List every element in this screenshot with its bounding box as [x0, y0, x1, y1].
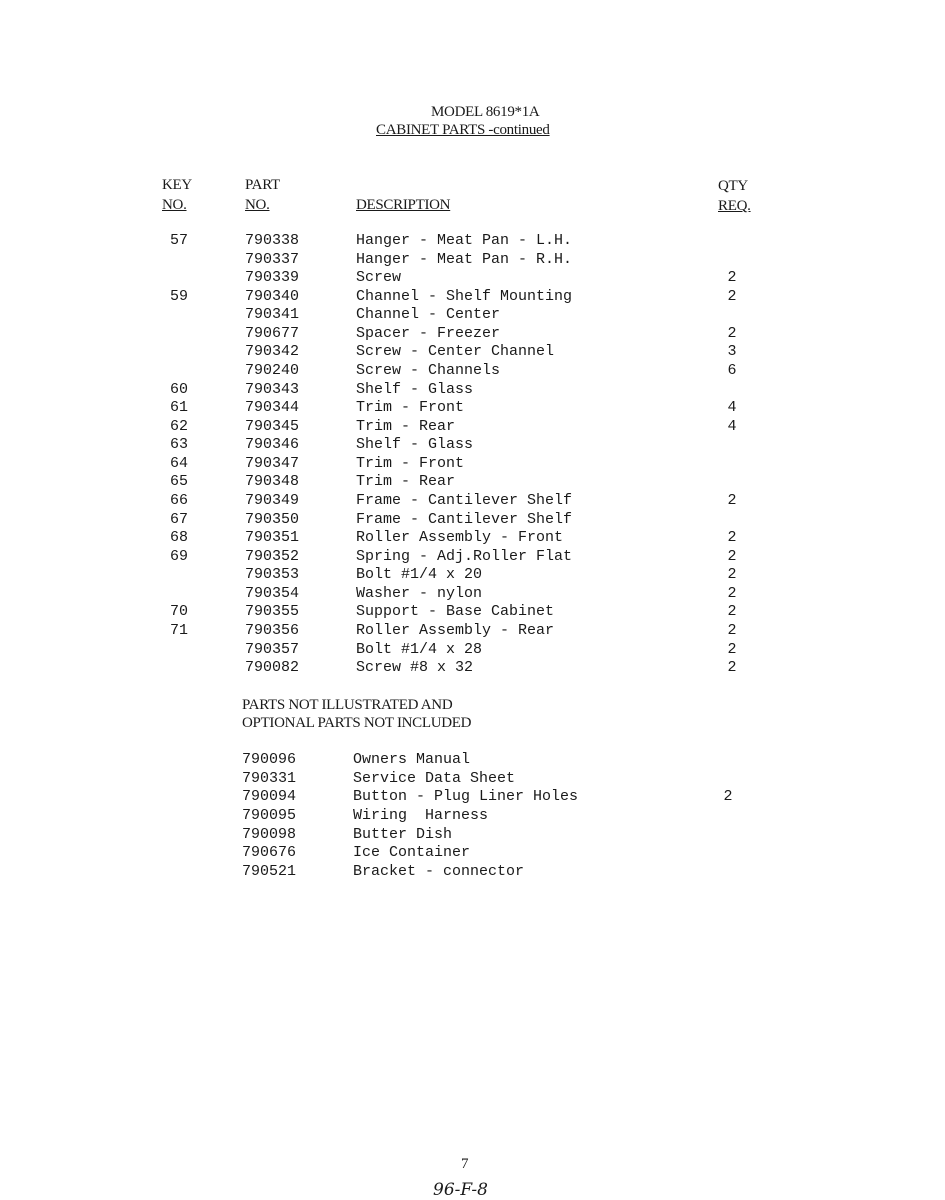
part-description: Trim - Rear: [356, 473, 456, 491]
part-number: 790353: [245, 566, 300, 584]
part-description: Trim - Front: [356, 454, 465, 472]
handwritten-note: 96-F-8: [433, 1180, 488, 1200]
quantity: 2: [727, 324, 737, 342]
key-number: 70: [170, 603, 189, 621]
key-number: 61: [170, 399, 189, 417]
quantity: 2: [727, 659, 737, 677]
part-description: Screw - Channels: [356, 361, 501, 379]
part-description: Owners Manual: [353, 751, 471, 768]
part-description: Wiring Harness: [353, 807, 489, 824]
key-number: 65: [170, 473, 189, 491]
part-number: 790355: [245, 603, 300, 621]
key-number: 62: [170, 417, 189, 435]
part-description: Screw - Center Channel: [356, 343, 555, 361]
quantity: 2: [727, 269, 737, 287]
part-number: 790337: [245, 250, 300, 268]
part-description: Spacer - Freezer: [356, 324, 501, 342]
part-number: 790094: [242, 788, 297, 806]
col-qty-label: QTY: [718, 178, 748, 194]
page-number: 7: [461, 1156, 469, 1172]
part-description: Roller Assembly - Rear: [356, 621, 555, 639]
part-number: 790349: [245, 491, 300, 509]
part-number: 790098: [242, 825, 297, 843]
part-description: Bolt #1/4 x 28: [356, 640, 483, 658]
part-number: 790348: [245, 473, 300, 491]
part-description: Shelf - Glass: [356, 380, 474, 398]
quantity: 2: [727, 491, 737, 509]
part-number: 790352: [245, 547, 300, 565]
part-number: 790331: [242, 769, 297, 787]
part-description: Trim - Front: [356, 399, 465, 417]
part-number: 790346: [245, 436, 300, 454]
quantity: 2: [727, 529, 737, 547]
part-description: Support - Base Cabinet: [356, 603, 555, 621]
quantity: 4: [727, 417, 737, 435]
part-description: Frame - Cantilever Shelf: [356, 510, 573, 528]
quantity: 3: [727, 343, 737, 361]
part-description: Hanger - Meat Pan - R.H.: [356, 250, 573, 268]
part-number: 790240: [245, 361, 300, 379]
quantity: 6: [727, 361, 737, 379]
model-title: MODEL 8619*1A: [431, 104, 540, 120]
part-description: Frame - Cantilever Shelf: [356, 491, 573, 509]
col-key-label: KEY: [162, 177, 192, 193]
part-number: 790341: [245, 306, 300, 324]
part-number: 790344: [245, 399, 300, 417]
quantity: 2: [727, 603, 737, 621]
part-number: 790676: [242, 844, 297, 862]
part-description: Butter Dish: [353, 825, 453, 843]
part-number: 790343: [245, 380, 300, 398]
part-description: Channel - Center: [356, 306, 501, 324]
part-description: Service Data Sheet: [353, 769, 516, 787]
part-description: Button - Plug Liner Holes: [353, 788, 579, 806]
part-description: Spring - Adj.Roller Flat: [356, 547, 573, 565]
part-number: 790677: [245, 324, 300, 342]
part-description: Ice Container: [353, 844, 471, 862]
part-description: Screw: [356, 269, 402, 287]
key-number: 71: [170, 621, 189, 639]
part-description: Hanger - Meat Pan - L.H.: [356, 232, 573, 249]
key-number: 63: [170, 436, 189, 454]
col-part-label: PART: [245, 177, 280, 193]
not-illustrated-heading-1: PARTS NOT ILLUSTRATED AND: [242, 697, 453, 713]
col-key-no-label: NO.: [162, 197, 187, 213]
key-number: 59: [170, 287, 189, 305]
part-number: 790345: [245, 417, 300, 435]
key-number: 64: [170, 454, 189, 472]
part-description: Channel - Shelf Mounting: [356, 287, 573, 305]
part-number: 790338: [245, 232, 300, 249]
part-number: 790096: [242, 751, 297, 768]
part-description: Bolt #1/4 x 20: [356, 566, 483, 584]
key-number: 66: [170, 491, 189, 509]
part-description: Roller Assembly - Front: [356, 529, 564, 547]
quantity: 2: [727, 547, 737, 565]
key-number: 69: [170, 547, 189, 565]
section-title: CABINET PARTS -continued: [376, 122, 550, 138]
part-number: 790354: [245, 584, 300, 602]
quantity: 2: [727, 287, 737, 305]
part-number: 790356: [245, 621, 300, 639]
part-number: 790340: [245, 287, 300, 305]
part-description: Screw #8 x 32: [356, 659, 474, 677]
part-description: Washer - nylon: [356, 584, 483, 602]
part-number: 790521: [242, 863, 297, 881]
part-description: Bracket - connector: [353, 863, 525, 881]
part-number: 790350: [245, 510, 300, 528]
quantity: 2: [723, 788, 733, 806]
quantity: 4: [727, 399, 737, 417]
key-number: 60: [170, 380, 189, 398]
part-number: 790082: [245, 659, 300, 677]
quantity: 2: [727, 621, 737, 639]
key-number: 68: [170, 529, 189, 547]
part-number: 790351: [245, 529, 300, 547]
key-number: 57: [170, 232, 189, 249]
quantity: 2: [727, 566, 737, 584]
quantity: 2: [727, 640, 737, 658]
part-number: 790342: [245, 343, 300, 361]
quantity: 2: [727, 584, 737, 602]
col-description-label: DESCRIPTION: [356, 197, 451, 213]
part-number: 790347: [245, 454, 300, 472]
part-number: 790357: [245, 640, 300, 658]
part-number: 790095: [242, 807, 297, 824]
key-number: 67: [170, 510, 189, 528]
part-description: Trim - Rear: [356, 417, 456, 435]
col-qty-req-label: REQ.: [718, 198, 751, 214]
part-number: 790339: [245, 269, 300, 287]
col-part-no-label: NO.: [245, 197, 270, 213]
part-description: Shelf - Glass: [356, 436, 474, 454]
not-illustrated-heading-2: OPTIONAL PARTS NOT INCLUDED: [242, 715, 472, 731]
